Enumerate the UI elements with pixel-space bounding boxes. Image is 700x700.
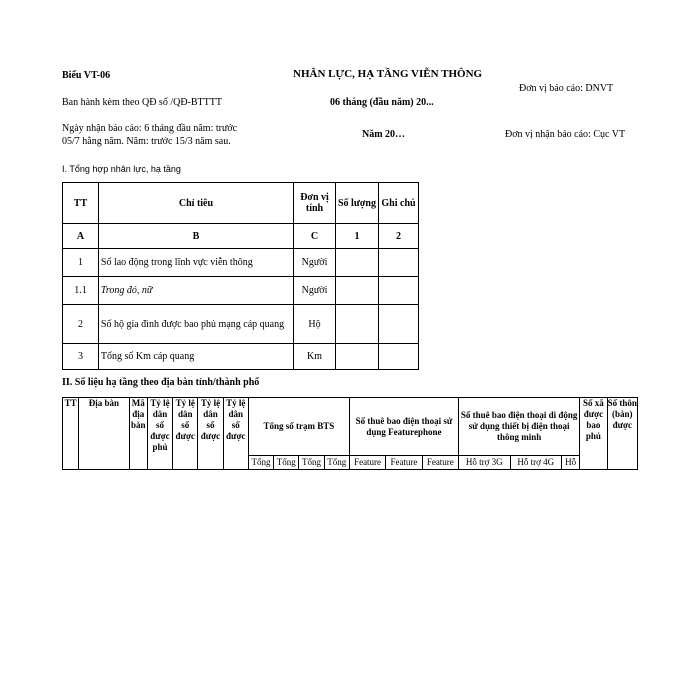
sub-bts-2: Tổng <box>274 456 299 470</box>
col-bts-total: Tổng số trạm BTS <box>248 398 349 456</box>
row-note[interactable] <box>378 277 418 305</box>
summary-code-row <box>63 224 419 249</box>
col-note: Ghi chú <box>378 183 418 224</box>
table-row <box>63 249 419 277</box>
sub-featurephone-2: Feature <box>386 456 422 470</box>
sub-featurephone-3: Feature <box>422 456 458 470</box>
row-quantity[interactable] <box>335 277 378 305</box>
form-code: Biểu VT-06 <box>62 70 111 81</box>
code-1: 1 <box>335 224 378 249</box>
row-note[interactable] <box>378 249 418 277</box>
receive-date-line2: 05/7 hằng năm. Năm: trước 15/3 năm sau. <box>62 136 231 147</box>
row-tt: 1 <box>63 249 99 277</box>
infra-header-row <box>63 398 638 456</box>
row-unit: Hộ <box>294 305 336 344</box>
report-period: 06 tháng (đầu năm) 20... <box>330 97 434 108</box>
row-quantity[interactable] <box>335 344 378 370</box>
reporting-unit: Đơn vị báo cáo: DNVT <box>519 83 614 94</box>
col-area: Địa bàn <box>79 398 130 470</box>
row-tt: 1.1 <box>63 277 99 305</box>
col-smartphone: Số thuê bao điện thoại di động sử dụng thiết bị điện thoại thông minh <box>459 398 580 456</box>
col-pop-coverage-2: Tỷ lệ dân số được <box>173 398 198 470</box>
table-row <box>63 305 419 344</box>
table-row <box>63 277 419 305</box>
receiving-unit: Đơn vị nhận báo cáo: Cục VT <box>505 129 626 140</box>
row-note[interactable] <box>378 305 418 344</box>
sub-bts-1: Tổng <box>248 456 273 470</box>
row-tt: 2 <box>63 305 99 344</box>
row-indicator: Số lao động trong lĩnh vực viễn thông <box>98 249 293 277</box>
sub-featurephone-1: Feature <box>349 456 385 470</box>
col-featurephone: Số thuê bao điện thoại sử dụng Featurephone <box>349 398 458 456</box>
infrastructure-table <box>62 397 638 470</box>
code-b: B <box>98 224 293 249</box>
row-unit: Km <box>294 344 336 370</box>
col-unit: Đơn vị tính <box>294 183 336 224</box>
sub-bts-3: Tổng <box>299 456 324 470</box>
report-year: Năm 20… <box>362 129 406 140</box>
col-tt: TT <box>63 398 79 470</box>
section2-heading: II. Số liệu hạ tầng theo địa bàn tỉnh/thành phố <box>62 377 260 388</box>
row-quantity[interactable] <box>335 305 378 344</box>
row-note[interactable] <box>378 344 418 370</box>
summary-table <box>62 182 419 370</box>
col-area-code: Mã địa bàn <box>129 398 147 470</box>
col-pop-coverage-1: Tỷ lệ dân số được phủ <box>147 398 172 470</box>
col-tt: TT <box>63 183 99 224</box>
table-row <box>63 344 419 370</box>
receive-date-line1: Ngày nhận báo cáo: 6 tháng đầu năm: trước <box>62 123 238 134</box>
col-villages-covered: Số thôn (bản) được <box>607 398 637 470</box>
sub-smartphone-4g: Hỗ trợ 4G <box>510 456 562 470</box>
col-pop-coverage-3: Tỷ lệ dân số được <box>198 398 223 470</box>
code-2: 2 <box>378 224 418 249</box>
sub-smartphone-3g: Hỗ trợ 3G <box>459 456 511 470</box>
sub-bts-4: Tổng <box>324 456 349 470</box>
row-quantity[interactable] <box>335 249 378 277</box>
row-unit: Người <box>294 249 336 277</box>
col-quantity: Số lượng <box>335 183 378 224</box>
code-a: A <box>63 224 99 249</box>
summary-header-row <box>63 183 419 224</box>
issued-with-decision: Ban hành kèm theo QĐ số /QĐ-BTTTT <box>62 97 222 108</box>
row-unit: Người <box>294 277 336 305</box>
row-indicator: Số hộ gia đình được bao phủ mạng cáp quang <box>98 305 293 344</box>
col-indicator: Chỉ tiêu <box>98 183 293 224</box>
row-indicator: Trong đó, nữ <box>98 277 293 305</box>
section1-heading: I. Tổng hợp nhân lực, hạ tầng <box>62 164 181 174</box>
page-title: NHÂN LỰC, HẠ TẦNG VIỄN THÔNG <box>293 68 483 80</box>
col-communes-covered: Số xã được bao phủ <box>580 398 607 470</box>
row-tt: 3 <box>63 344 99 370</box>
col-pop-coverage-4: Tỷ lệ dân số được <box>223 398 248 470</box>
sub-smartphone-other: Hỗ <box>562 456 580 470</box>
code-c: C <box>294 224 336 249</box>
row-indicator: Tổng số Km cáp quang <box>98 344 293 370</box>
